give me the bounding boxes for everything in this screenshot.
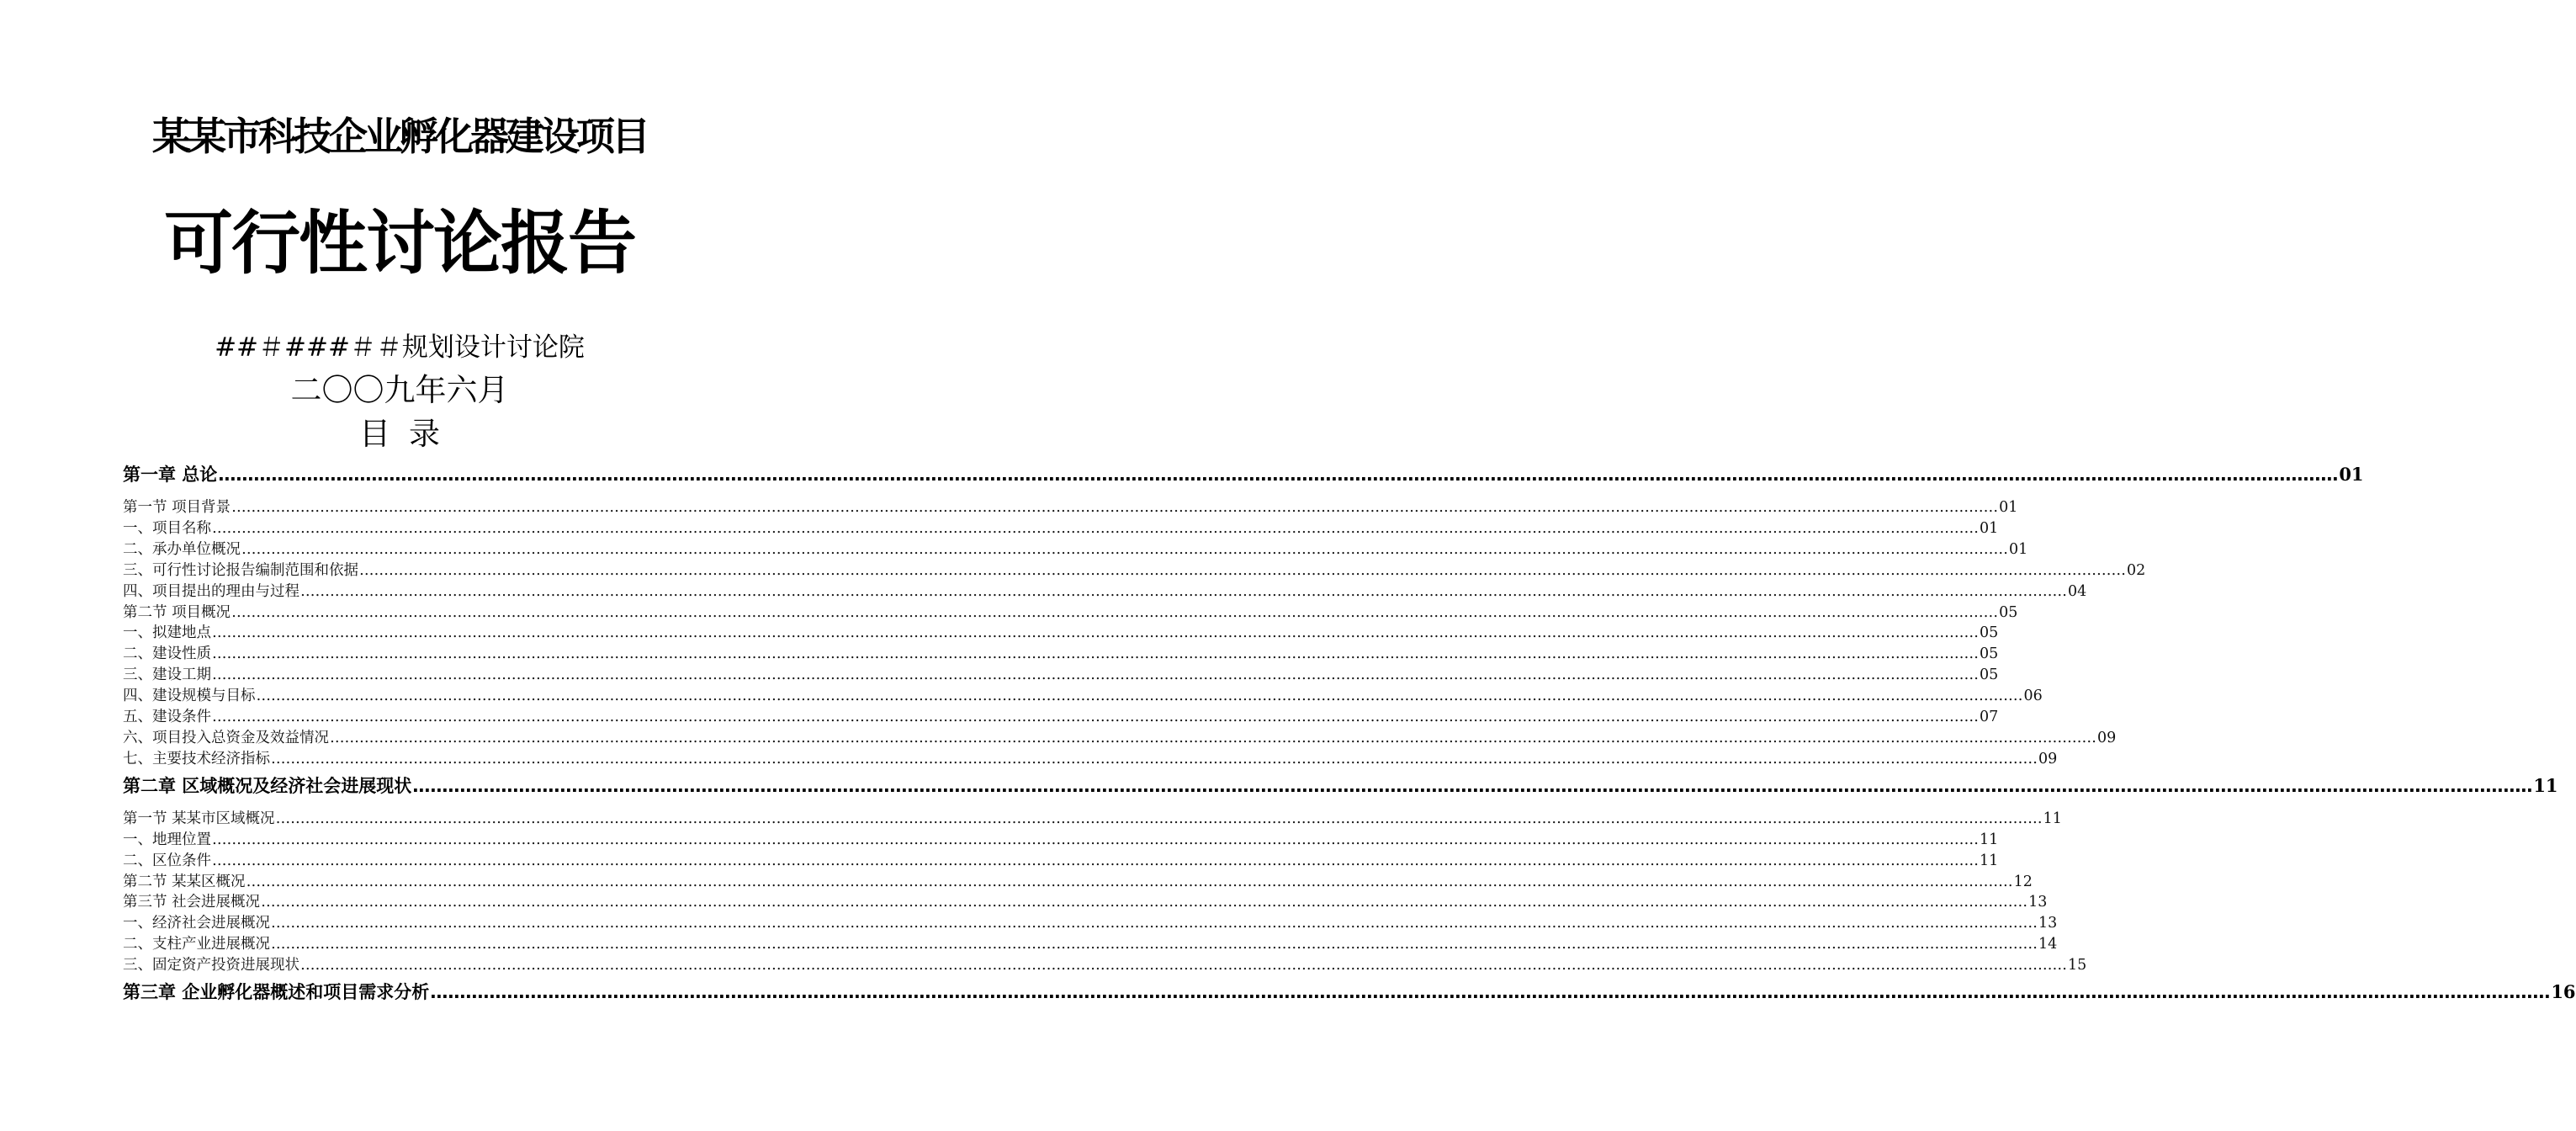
toc-entry[interactable] [123, 497, 2018, 518]
toc-entry[interactable] [123, 809, 2062, 830]
toc-entry[interactable] [123, 665, 1999, 686]
toc-entry[interactable] [123, 560, 2146, 581]
toc-page-number: 01 [1999, 499, 2018, 516]
toc-page-number: 11 [2533, 774, 2558, 796]
toc-entry-label: 第一节 项目背景 [123, 499, 231, 516]
toc-entry[interactable] [123, 749, 2058, 770]
toc-leader-dots: ……………………………………………………………………………………………………………………………………………………………………………………………………………………………………………………………………………………………………………………………… [412, 775, 2533, 796]
toc-entry-label: 二、承办单位概况 [123, 540, 241, 558]
toc-leader-dots: ……………………………………………………………………………………………………………………………………………………………………………………………………………………………………………………………………………………………………………………………… [212, 666, 1979, 684]
toc-heading: 目录 [359, 416, 458, 452]
toc-leader-dots: ……………………………………………………………………………………………………………………………………………………………………………………………………………………………………………………………………………………………………………………………… [261, 894, 2028, 911]
toc-chapter-entry[interactable] [123, 980, 2576, 1005]
toc-page-number: 01 [2339, 464, 2364, 485]
toc-entry[interactable] [123, 913, 2058, 934]
toc-page-number: 11 [1980, 831, 1999, 848]
toc-entry[interactable] [123, 518, 1999, 539]
toc-entry[interactable] [123, 623, 1999, 644]
toc-entry-label: 二、建设性质 [123, 645, 211, 663]
toc-entry-label: 四、建设规模与目标 [123, 688, 256, 705]
toc-chapter-entry[interactable] [123, 462, 2364, 487]
toc-entry-label: 五、建设条件 [123, 709, 211, 726]
toc-page-number: 01 [1980, 519, 1999, 537]
toc-page-number: 13 [2038, 915, 2058, 932]
toc-leader-dots: ……………………………………………………………………………………………………………………………………………………………………………………………………………………………………………………………………………………………………………………………… [275, 810, 2043, 827]
toc-entry[interactable] [123, 892, 2048, 913]
toc-entry-label: 三、可行性讨论报告编制范围和依据 [123, 561, 358, 579]
toc-entry-label: 三、建设工期 [123, 666, 211, 684]
toc-leader-dots: ……………………………………………………………………………………………………………………………………………………………………………………………………………………………………………………………………………………………………………………………… [330, 729, 2096, 746]
toc-entry-label: 二、支柱产业进展概况 [123, 936, 270, 953]
toc-leader-dots: ……………………………………………………………………………………………………………………………………………………………………………………………………………………………………………………………………………………………………………………………… [212, 852, 1979, 869]
toc-page-number: 05 [1980, 624, 1999, 642]
toc-entry-label: 六、项目投入总资金及效益情况 [123, 729, 329, 746]
toc-page-number: 04 [2068, 582, 2087, 600]
toc-page-number: 02 [2127, 561, 2146, 579]
toc-entry-label: 一、地理位置 [123, 831, 211, 848]
toc-leader-dots: ……………………………………………………………………………………………………………………………………………………………………………………………………………………………………………………………………………………………………………………………… [231, 603, 1999, 621]
toc-page-number: 12 [2013, 873, 2033, 890]
toc-entry-label: 三、固定资产投资进展现状 [123, 957, 299, 974]
toc-entry-label: 第二章 区域概况及经济社会进展现状 [123, 775, 412, 796]
toc-entry[interactable] [123, 955, 2087, 976]
toc-page-number: 13 [2028, 894, 2048, 911]
toc-entry[interactable] [123, 686, 2043, 707]
toc-leader-dots: ……………………………………………………………………………………………………………………………………………………………………………………………………………………………………………………………………………………………………………………………… [256, 688, 2023, 705]
toc-entry[interactable] [123, 872, 2033, 893]
toc-entry[interactable] [123, 644, 1999, 665]
toc-leader-dots: ……………………………………………………………………………………………………………………………………………………………………………………………………………………………………………………………………………………………………………………………… [241, 540, 2008, 558]
toc-page-number: 07 [1980, 709, 1999, 726]
toc-leader-dots: ……………………………………………………………………………………………………………………………………………………………………………………………………………………………………………………………………………………………………………………………… [212, 831, 1979, 848]
toc-entry[interactable] [123, 603, 2018, 624]
organization-name: ##＃###＃＃规划设计讨论院 [215, 332, 585, 363]
toc-entry-label: 七、主要技术经济指标 [123, 750, 270, 767]
toc-entry[interactable] [123, 539, 2028, 560]
toc-entry-label: 第三章 企业孵化器概述和项目需求分析 [123, 982, 430, 1003]
toc-page-number: 11 [2043, 810, 2062, 827]
toc-page-number: 06 [2023, 688, 2043, 705]
toc-page-number: 09 [2038, 750, 2058, 767]
toc-leader-dots: ……………………………………………………………………………………………………………………………………………………………………………………………………………………………………………………………………………………………………………………………… [212, 624, 1979, 642]
toc-entry-label: 第二节 项目概况 [123, 603, 231, 621]
toc-entry-label: 一、拟建地点 [123, 624, 211, 642]
toc-entry-label: 一、经济社会进展概况 [123, 915, 270, 932]
toc-entry-label: 第一节 某某市区域概况 [123, 810, 275, 827]
toc-page-number: 16 [2551, 981, 2576, 1003]
toc-entry-label: 一、项目名称 [123, 519, 211, 537]
toc-entry[interactable] [123, 728, 2117, 749]
toc-page-number: 14 [2038, 936, 2058, 953]
table-of-contents [123, 459, 2576, 1015]
document-title-line2: 可行性讨论报告 [163, 204, 635, 284]
toc-entry[interactable] [123, 581, 2087, 603]
toc-entry-label: 二、区位条件 [123, 852, 211, 869]
toc-page-number: 05 [1999, 603, 2018, 621]
toc-leader-dots: ……………………………………………………………………………………………………………………………………………………………………………………………………………………………………………………………………………………………………………………………… [300, 582, 2067, 600]
toc-page-number: 15 [2068, 957, 2087, 974]
toc-leader-dots: ……………………………………………………………………………………………………………………………………………………………………………………………………………………………………………………………………………………………………………………………… [212, 645, 1979, 663]
toc-page-number: 05 [1980, 666, 1999, 684]
toc-leader-dots: ……………………………………………………………………………………………………………………………………………………………………………………………………………………………………………………………………………………………………………………………… [271, 936, 2038, 953]
toc-entry[interactable] [123, 830, 1999, 851]
toc-leader-dots: ……………………………………………………………………………………………………………………………………………………………………………………………………………………………………………………………………………………………………………………………… [271, 915, 2038, 932]
toc-entry[interactable] [123, 934, 2058, 955]
toc-page-number: 09 [2097, 729, 2117, 746]
toc-leader-dots: ……………………………………………………………………………………………………………………………………………………………………………………………………………………………………………………………………………………………………………………………… [212, 519, 1979, 537]
toc-page-number: 11 [1980, 852, 1999, 869]
toc-entry-label: 四、项目提出的理由与过程 [123, 582, 299, 600]
document-title-line1: 某某市科技企业孵化器建设项目 [152, 114, 647, 159]
toc-leader-dots: ……………………………………………………………………………………………………………………………………………………………………………………………………………………………………………………………………………………………………………………………… [300, 957, 2067, 974]
toc-entry-label: 第三节 社会进展概况 [123, 894, 261, 911]
toc-entry-label: 第二节 某某区概况 [123, 873, 246, 890]
toc-chapter-entry[interactable] [123, 773, 2558, 799]
toc-entry-label: 第一章 总论 [123, 465, 218, 485]
publication-date: 二〇〇九年六月 [290, 372, 509, 408]
toc-page-number: 01 [2009, 540, 2028, 558]
toc-page-number: 05 [1980, 645, 1999, 663]
toc-leader-dots: ……………………………………………………………………………………………………………………………………………………………………………………………………………………………………………………………………………………………………………………………… [231, 499, 1999, 516]
toc-leader-dots: ……………………………………………………………………………………………………………………………………………………………………………………………………………………………………………………………………………………………………………………………… [430, 982, 2551, 1003]
toc-leader-dots: ……………………………………………………………………………………………………………………………………………………………………………………………………………………………………………………………………………………………………………………………… [212, 709, 1979, 726]
toc-entry[interactable] [123, 707, 1999, 728]
toc-leader-dots: ……………………………………………………………………………………………………………………………………………………………………………………………………………………………………………………………………………………………………………………………… [271, 750, 2038, 767]
toc-leader-dots: ……………………………………………………………………………………………………………………………………………………………………………………………………………………………………………………………………………………………………………………………… [246, 873, 2013, 890]
toc-entry[interactable] [123, 851, 1999, 872]
toc-leader-dots: ……………………………………………………………………………………………………………………………………………………………………………………………………………………………………………………………………………………………………………………………… [359, 561, 2126, 579]
toc-leader-dots: ……………………………………………………………………………………………………………………………………………………………………………………………………………………………………………………………………………………………………………………………… [218, 465, 2339, 485]
